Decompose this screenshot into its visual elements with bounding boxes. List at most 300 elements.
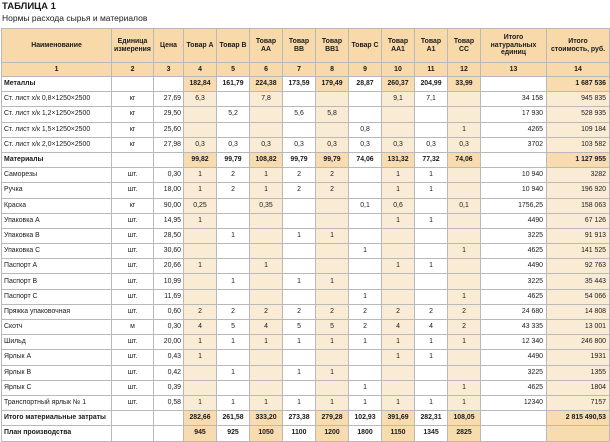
table-cell: [217, 92, 250, 107]
table-cell: 1: [316, 335, 349, 350]
table-cell: 0,3: [448, 137, 481, 152]
table-cell: 0,3: [382, 137, 415, 152]
table-cell: 2: [382, 304, 415, 319]
table-cell: 1: [448, 380, 481, 395]
table-cell: [382, 122, 415, 137]
table-cell: [349, 259, 382, 274]
table-cell: 5: [316, 320, 349, 335]
table-cell: 2: [349, 320, 382, 335]
table-cell: [448, 92, 481, 107]
row-name-cell: Шильд: [2, 335, 112, 350]
table-cell: 28,87: [349, 77, 382, 92]
table-cell: [250, 244, 283, 259]
table-cell: 1345: [415, 426, 448, 441]
table-cell: 3702: [481, 137, 547, 152]
table-cell: 1804: [547, 380, 610, 395]
row-name-cell: Итого материальные затраты: [2, 411, 112, 426]
table-cell: 0,58: [154, 395, 184, 410]
table-cell: шт.: [112, 213, 154, 228]
table-cell: [112, 77, 154, 92]
table-row: [2, 259, 610, 274]
table-cell: 1200: [316, 426, 349, 441]
table-cell: [415, 228, 448, 243]
table-cell: 0,3: [283, 137, 316, 152]
table-cell: 4: [250, 320, 283, 335]
table-cell: 29,50: [154, 107, 184, 122]
table-cell: 1: [382, 335, 415, 350]
table-cell: 1: [316, 365, 349, 380]
table-cell: 3225: [481, 274, 547, 289]
row-name-cell: Транспортный ярлык № 1: [2, 395, 112, 410]
table-cell: [154, 426, 184, 441]
table-cell: 1: [184, 395, 217, 410]
table-cell: 33,99: [448, 77, 481, 92]
column-number: 13: [481, 63, 547, 77]
table-cell: 0,1: [448, 198, 481, 213]
column-header: Товар АА1: [382, 29, 415, 63]
table-cell: 279,28: [316, 411, 349, 426]
table-cell: 0,6: [382, 198, 415, 213]
table-cell: [415, 380, 448, 395]
table-cell: [481, 152, 547, 167]
table-row: [2, 244, 610, 259]
table-cell: 2 815 490,53: [547, 411, 610, 426]
table-cell: 0,3: [184, 137, 217, 152]
table-cell: 77,32: [415, 152, 448, 167]
table-cell: 103 582: [547, 137, 610, 152]
table-cell: шт.: [112, 380, 154, 395]
table-cell: [283, 259, 316, 274]
table-cell: [184, 228, 217, 243]
row-name-cell: Ст. лист х/к 2,0×1250×2500: [2, 137, 112, 152]
table-cell: 1: [349, 289, 382, 304]
column-number: 14: [547, 63, 610, 77]
table-cell: 1: [415, 183, 448, 198]
table-cell: 945: [184, 426, 217, 441]
table-row: [2, 365, 610, 380]
column-header: Товар В: [217, 29, 250, 63]
row-name-cell: Ярлык С: [2, 380, 112, 395]
column-number: 7: [283, 63, 316, 77]
row-name-cell: Материалы: [2, 152, 112, 167]
table-cell: 3225: [481, 365, 547, 380]
table-cell: шт.: [112, 395, 154, 410]
table-caption-title: ТАБЛИЦА 1: [2, 1, 56, 12]
table-cell: [448, 228, 481, 243]
table-cell: шт.: [112, 244, 154, 259]
table-cell: [382, 365, 415, 380]
table-cell: [448, 107, 481, 122]
table-cell: 1: [250, 168, 283, 183]
table-cell: 35 443: [547, 274, 610, 289]
column-number: 12: [448, 63, 481, 77]
table-row: [2, 304, 610, 319]
table-cell: 1: [283, 228, 316, 243]
table-cell: [316, 213, 349, 228]
table-cell: 92 763: [547, 259, 610, 274]
table-cell: 0,30: [154, 320, 184, 335]
table-cell: [217, 380, 250, 395]
table-cell: [448, 213, 481, 228]
table-cell: 1: [283, 365, 316, 380]
table-cell: 4625: [481, 244, 547, 259]
table-cell: 13 001: [547, 320, 610, 335]
table-row: [2, 198, 610, 213]
table-cell: 246 800: [547, 335, 610, 350]
table-row: [2, 168, 610, 183]
table-cell: [184, 107, 217, 122]
table-row: [2, 107, 610, 122]
table-cell: [184, 380, 217, 395]
table-cell: 158 063: [547, 198, 610, 213]
table-caption-subtitle: Нормы расхода сырья и материалов: [2, 13, 148, 23]
table-cell: [415, 365, 448, 380]
table-cell: [316, 259, 349, 274]
column-header: Товар АА: [250, 29, 283, 63]
table-cell: [154, 152, 184, 167]
table-cell: [448, 259, 481, 274]
table-cell: 5: [217, 320, 250, 335]
table-cell: 20,66: [154, 259, 184, 274]
table-cell: кг: [112, 92, 154, 107]
table-cell: 1: [184, 168, 217, 183]
table-cell: 1: [448, 122, 481, 137]
table-cell: 5,2: [217, 107, 250, 122]
table-cell: [415, 289, 448, 304]
column-number: 11: [415, 63, 448, 77]
table-cell: [349, 168, 382, 183]
table-cell: [250, 350, 283, 365]
table-cell: 2: [283, 183, 316, 198]
table-cell: 1: [448, 244, 481, 259]
table-cell: 4490: [481, 213, 547, 228]
table-cell: 2: [316, 168, 349, 183]
table-cell: 18,00: [154, 183, 184, 198]
table-cell: [316, 122, 349, 137]
table-cell: [382, 244, 415, 259]
table-body: [2, 77, 610, 442]
table-cell: [250, 228, 283, 243]
table-cell: 25,60: [154, 122, 184, 137]
table-cell: [112, 152, 154, 167]
table-cell: 1: [382, 183, 415, 198]
table-cell: 0,43: [154, 350, 184, 365]
table-cell: [481, 77, 547, 92]
table-cell: 0,3: [415, 137, 448, 152]
table-cell: [415, 244, 448, 259]
table-cell: 4625: [481, 289, 547, 304]
table-cell: 1: [415, 259, 448, 274]
table-cell: [316, 92, 349, 107]
table-cell: 1: [448, 335, 481, 350]
table-cell: 9,1: [382, 92, 415, 107]
table-cell: 1756,25: [481, 198, 547, 213]
table-cell: [415, 274, 448, 289]
table-cell: 108,05: [448, 411, 481, 426]
table-cell: 1: [349, 244, 382, 259]
table-cell: 54 066: [547, 289, 610, 304]
table-cell: 1 687 536: [547, 77, 610, 92]
table-cell: кг: [112, 137, 154, 152]
table-cell: [283, 244, 316, 259]
table-row: [2, 137, 610, 152]
table-row: [2, 152, 610, 167]
column-number: 1: [2, 63, 112, 77]
table-cell: [112, 426, 154, 441]
table-row: [2, 411, 610, 426]
table-cell: [283, 92, 316, 107]
table-cell: 1: [283, 335, 316, 350]
table-cell: [250, 365, 283, 380]
table-cell: 4625: [481, 380, 547, 395]
table-cell: 27,69: [154, 92, 184, 107]
table-cell: 282,31: [415, 411, 448, 426]
table-cell: [154, 411, 184, 426]
table-cell: 182,84: [184, 77, 217, 92]
table-cell: шт.: [112, 259, 154, 274]
table-cell: 4265: [481, 122, 547, 137]
table-cell: 179,49: [316, 77, 349, 92]
table-cell: 2: [448, 320, 481, 335]
row-name-cell: Пряжка упаковочная: [2, 304, 112, 319]
table-cell: 1 127 955: [547, 152, 610, 167]
table-cell: [217, 198, 250, 213]
table-cell: шт.: [112, 274, 154, 289]
table-cell: 12 340: [481, 335, 547, 350]
table-cell: 27,98: [154, 137, 184, 152]
row-name-cell: План производства: [2, 426, 112, 441]
table-cell: 1: [283, 395, 316, 410]
table-cell: 10 940: [481, 183, 547, 198]
materials-norms-table: [1, 28, 610, 442]
table-cell: 0,42: [154, 365, 184, 380]
table-row: [2, 92, 610, 107]
table-cell: [283, 350, 316, 365]
column-number: 6: [250, 63, 283, 77]
table-cell: 99,79: [217, 152, 250, 167]
table-cell: 945 835: [547, 92, 610, 107]
table-cell: 1355: [547, 365, 610, 380]
table-cell: 1: [415, 350, 448, 365]
table-cell: 5,6: [283, 107, 316, 122]
table-cell: 1: [250, 335, 283, 350]
table-cell: 4490: [481, 350, 547, 365]
table-cell: 1: [382, 168, 415, 183]
table-cell: кг: [112, 107, 154, 122]
table-cell: 1: [250, 259, 283, 274]
table-cell: 4: [382, 320, 415, 335]
table-cell: 224,38: [250, 77, 283, 92]
column-number: 8: [316, 63, 349, 77]
table-cell: [349, 183, 382, 198]
column-number: 3: [154, 63, 184, 77]
column-number: 2: [112, 63, 154, 77]
table-cell: 4: [184, 320, 217, 335]
table-cell: 1: [250, 183, 283, 198]
table-cell: 2: [283, 168, 316, 183]
table-cell: [250, 213, 283, 228]
table-cell: 7157: [547, 395, 610, 410]
table-cell: [283, 289, 316, 304]
column-header: Товар С: [349, 29, 382, 63]
table-cell: [217, 122, 250, 137]
table-cell: [382, 274, 415, 289]
table-cell: 131,32: [382, 152, 415, 167]
table-cell: 2: [349, 304, 382, 319]
row-name-cell: Паспорт В: [2, 274, 112, 289]
table-cell: [217, 213, 250, 228]
table-cell: [184, 244, 217, 259]
table-row: [2, 335, 610, 350]
table-cell: 2: [184, 304, 217, 319]
table-cell: 108,82: [250, 152, 283, 167]
table-cell: 1100: [283, 426, 316, 441]
table-cell: 2: [316, 183, 349, 198]
table-cell: 2: [250, 304, 283, 319]
table-cell: шт.: [112, 335, 154, 350]
table-cell: 1: [349, 335, 382, 350]
table-cell: [184, 289, 217, 304]
table-cell: [349, 350, 382, 365]
table-cell: [349, 365, 382, 380]
table-cell: 99,82: [184, 152, 217, 167]
table-cell: шт.: [112, 350, 154, 365]
row-name-cell: Упаковка А: [2, 213, 112, 228]
table-cell: 1: [382, 395, 415, 410]
table-cell: [184, 122, 217, 137]
table-cell: 91 913: [547, 228, 610, 243]
table-cell: 1: [382, 350, 415, 365]
table-cell: 0,3: [349, 137, 382, 152]
column-header: Товар А: [184, 29, 217, 63]
table-cell: [184, 365, 217, 380]
table-cell: [481, 411, 547, 426]
table-cell: 260,37: [382, 77, 415, 92]
table-cell: 10,99: [154, 274, 184, 289]
table-cell: 391,69: [382, 411, 415, 426]
table-cell: 20,00: [154, 335, 184, 350]
table-cell: 11,69: [154, 289, 184, 304]
table-cell: [250, 380, 283, 395]
table-cell: [217, 259, 250, 274]
column-number: 5: [217, 63, 250, 77]
table-cell: 1: [217, 335, 250, 350]
table-cell: 1: [283, 274, 316, 289]
table-cell: [250, 289, 283, 304]
table-cell: 109 184: [547, 122, 610, 137]
table-cell: 67 126: [547, 213, 610, 228]
table-cell: [448, 274, 481, 289]
column-number: 4: [184, 63, 217, 77]
table-cell: 1: [382, 213, 415, 228]
table-cell: 333,20: [250, 411, 283, 426]
row-name-cell: Упаковка С: [2, 244, 112, 259]
table-cell: 261,58: [217, 411, 250, 426]
row-name-cell: Паспорт А: [2, 259, 112, 274]
table-cell: 34 158: [481, 92, 547, 107]
table-cell: 1: [184, 350, 217, 365]
table-cell: шт.: [112, 168, 154, 183]
table-cell: 925: [217, 426, 250, 441]
table-row: [2, 122, 610, 137]
table-cell: [448, 183, 481, 198]
table-cell: 0,3: [217, 137, 250, 152]
row-name-cell: Ярлык А: [2, 350, 112, 365]
table-row: [2, 380, 610, 395]
row-name-cell: Упаковка В: [2, 228, 112, 243]
table-cell: 1: [217, 395, 250, 410]
table-row: [2, 183, 610, 198]
table-cell: 1800: [349, 426, 382, 441]
table-cell: [217, 244, 250, 259]
table-cell: 1: [415, 168, 448, 183]
column-number: 10: [382, 63, 415, 77]
table-cell: 4: [415, 320, 448, 335]
table-cell: 4490: [481, 259, 547, 274]
table-cell: 2: [217, 183, 250, 198]
table-cell: 1: [184, 259, 217, 274]
table-cell: 3225: [481, 228, 547, 243]
table-row: [2, 426, 610, 441]
row-name-cell: Краска: [2, 198, 112, 213]
table-cell: шт.: [112, 183, 154, 198]
table-cell: 3282: [547, 168, 610, 183]
row-name-cell: Ст. лист х/к 0,8×1250×2500: [2, 92, 112, 107]
table-cell: [316, 289, 349, 304]
column-header: Единица измерения: [112, 29, 154, 63]
table-cell: 0,1: [349, 198, 382, 213]
table-cell: [316, 350, 349, 365]
table-cell: 10 940: [481, 168, 547, 183]
table-cell: 1150: [382, 426, 415, 441]
table-cell: 196 920: [547, 183, 610, 198]
table-cell: 14,95: [154, 213, 184, 228]
table-row: [2, 228, 610, 243]
table-cell: 7,1: [415, 92, 448, 107]
table-cell: 1: [349, 380, 382, 395]
table-cell: [349, 213, 382, 228]
table-cell: 173,59: [283, 77, 316, 92]
table-cell: 1: [250, 395, 283, 410]
table-cell: 1: [184, 335, 217, 350]
table-cell: кг: [112, 198, 154, 213]
table-cell: 17 930: [481, 107, 547, 122]
table-cell: [112, 411, 154, 426]
table-cell: 0,8: [349, 122, 382, 137]
table-cell: 1: [217, 274, 250, 289]
table-cell: 2: [283, 304, 316, 319]
table-cell: кг: [112, 122, 154, 137]
table-cell: 90,00: [154, 198, 184, 213]
table-cell: [382, 380, 415, 395]
table-cell: 99,79: [283, 152, 316, 167]
table-cell: 2: [217, 168, 250, 183]
row-name-cell: Ст. лист х/к 1,5×1250×2500: [2, 122, 112, 137]
table-cell: [448, 365, 481, 380]
table-cell: [415, 122, 448, 137]
table-cell: 28,50: [154, 228, 184, 243]
table-cell: [250, 122, 283, 137]
column-header: Товар СС: [448, 29, 481, 63]
table-cell: [415, 198, 448, 213]
table-cell: [217, 350, 250, 365]
table-cell: [283, 122, 316, 137]
table-row: [2, 274, 610, 289]
table-cell: 99,79: [316, 152, 349, 167]
table-cell: 1: [217, 228, 250, 243]
table-cell: [481, 426, 547, 441]
table-row: [2, 350, 610, 365]
